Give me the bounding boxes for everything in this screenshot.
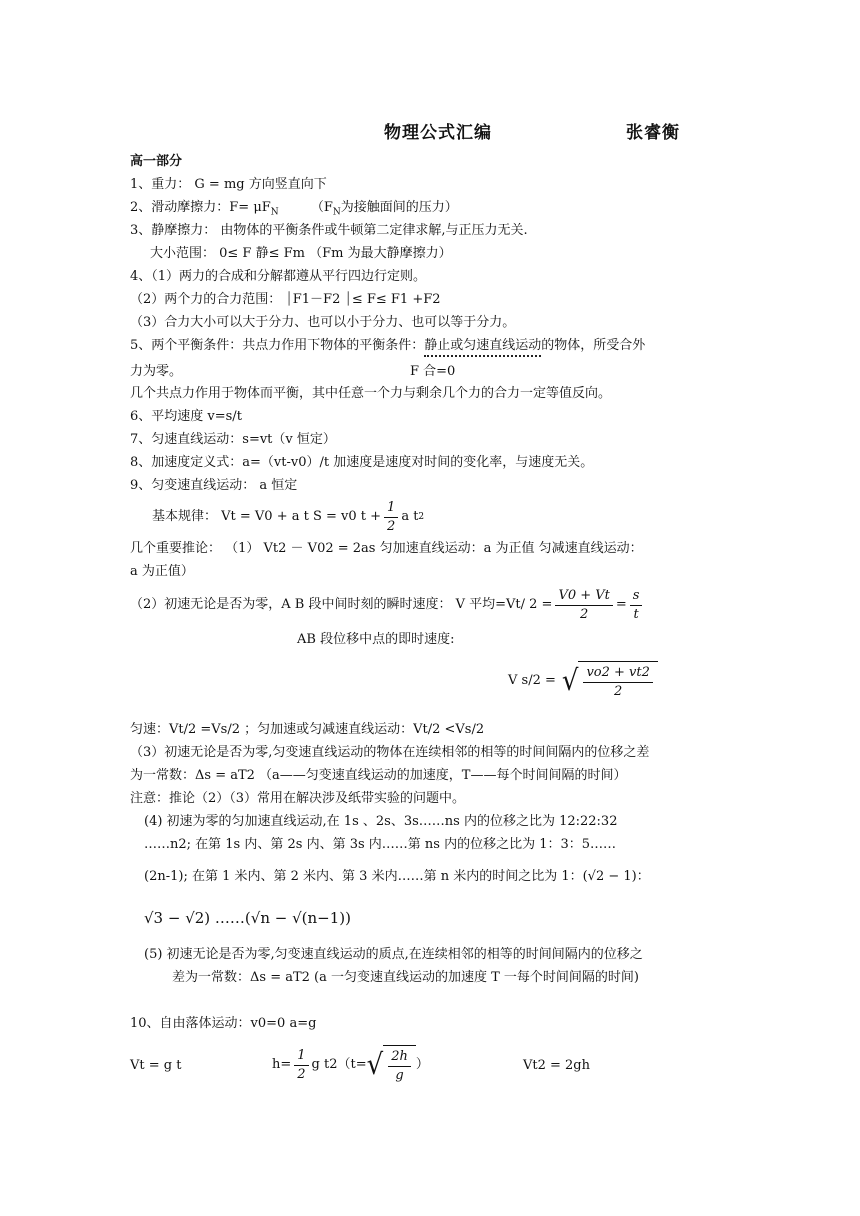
basic-laws-text: 基本规律： Vt = V0 + a t S = v0 t +	[152, 509, 382, 524]
line-acceleration: 8、加速度定义式：a=（vt-v0）/t 加速度是速度对时间的变化率，与速度无关。	[130, 455, 594, 470]
line-zero-force: 力为零。	[130, 364, 183, 379]
fraction-v0-vt: $\frac{V0 + Vt}{2}$	[555, 587, 612, 624]
line-mid-position-formula	[508, 656, 658, 706]
mid-time-text: （2）初速无论是否为零，A B 段中间时刻的瞬时速度： V 平均=Vt/ 2 =	[130, 597, 553, 612]
free-fall-velocity: Vt = g t	[130, 1058, 182, 1073]
line-static-range: 大小范围： 0≤ F 静≤ Fm （Fm 为最大静摩擦力）	[150, 246, 452, 261]
line-force-composition: 4、（1）两力的合成和分解都遵从平行四边行定则。	[130, 269, 427, 284]
height-formula: g t2（t=	[311, 1057, 367, 1072]
net-force-zero: F 合=0	[410, 364, 456, 379]
line-free-fall: 10、自由落体运动：v0=0 a=g	[130, 1016, 317, 1031]
document-title: 物理公式汇编	[384, 123, 492, 143]
section-heading: 高一部分	[130, 154, 183, 169]
line-concurrent-forces: 几个共点力作用于物体而平衡，其中任意一个力与剩余几个力的合力一定等值反向。	[130, 386, 612, 401]
radical-icon-2: √	[366, 1048, 384, 1082]
line-average-velocity: 6、平均速度 v=s/t	[130, 409, 242, 424]
line-sliding-friction	[130, 200, 458, 221]
friction-formula: 2、滑动摩擦力：F= μF	[130, 200, 271, 215]
height-label: h=	[272, 1057, 292, 1072]
free-fall-height	[272, 1040, 429, 1090]
line-gravity: 1、重力： G = mg 方向竖直向下	[130, 177, 327, 192]
line-mid-position: AB 段位移中点的即时速度:	[297, 632, 455, 647]
friction-sub: N	[270, 207, 279, 218]
document-author: 张睿衡	[626, 123, 680, 143]
line-ratio-2: ……n2; 在第 1s 内、第 2s 内、第 3s 内……第 ns 内的位移之比为 1：3：5……	[144, 837, 617, 852]
fraction-2h-g: $\frac{2h}{g}$	[388, 1048, 411, 1085]
fraction-half-2: $\frac{1}{2}$	[294, 1047, 308, 1084]
equilibrium-text-end: 的物体，所受合外	[541, 338, 646, 353]
line-equilibrium	[130, 338, 645, 354]
line-constant-diff-5: (5) 初速无论是否为零,匀变速直线运动的质点,在连续相邻的相等的时间间隔内的位移之	[144, 947, 643, 962]
vs2-label: V s/2 =	[508, 673, 556, 688]
friction-note-sub: N	[332, 207, 341, 218]
line-basic-laws: 基本规律： Vt = V0 + a t S = v0 t + $\frac{1}{2}$ a t 2	[152, 499, 425, 534]
equals-sign: =	[615, 597, 627, 612]
line-ratio-4: √3 − √2) ……(√n − √(n−1))	[144, 909, 351, 927]
line-corollaries-cont: a 为正值）	[130, 564, 194, 579]
sqrt-expression	[562, 661, 658, 701]
fraction-half: $\frac{1}{2}$	[384, 499, 398, 536]
line-uniform-compare: 匀速：Vt/2 =Vs/2 ；匀加速或匀减速直线运动：Vt/2 <Vs/2	[130, 722, 485, 737]
line-uniform-accel: 9、匀变速直线运动： a 恒定	[130, 478, 298, 493]
friction-note: 为接触面间的压力）	[340, 200, 458, 215]
height-close: ）	[415, 1057, 429, 1072]
line-static-friction: 3、静摩擦力： 由物体的平衡条件或牛顿第二定律求解,与正压力无关.	[130, 223, 528, 238]
line-resultant-size: （3）合力大小可以大于分力、也可以小于分力、也可以等于分力。	[130, 315, 516, 330]
radical-icon: √	[561, 664, 579, 698]
friction-note-open: （F	[310, 200, 333, 215]
fraction-s-t: $\frac{s}{t}$	[630, 587, 643, 624]
line-constant-diff-cont: 为一常数：Δs = aT2 （a——匀变速直线运动的加速度，T——每个时间间隔的时间）	[130, 768, 627, 783]
equilibrium-emphasis: 静止或匀速直线运动	[424, 338, 541, 357]
basic-laws-at2: a t	[401, 509, 419, 524]
equilibrium-text: 5、两个平衡条件：共点力作用下物体的平衡条件：	[130, 338, 425, 353]
line-constant-diff-5-cont: 差为一常数：Δs = aT2 (a 一匀变速直线运动的加速度 T 一每个时间间隔的时间)	[172, 970, 640, 985]
line-ratio-3: (2n-1); 在第 1 米内、第 2 米内、第 3 米内……第 n 米内的时间之比为 1：(√2 − 1)：	[144, 869, 650, 884]
free-fall-v2: Vt2 = 2gh	[523, 1058, 591, 1073]
line-resultant-range: （2）两个力的合力范围： ⏐F1－F2 ⏐≤ F≤ F1 +F2	[130, 292, 441, 307]
line-uniform-motion: 7、匀速直线运动：s=vt（v 恒定）	[130, 432, 336, 447]
line-mid-time-velocity	[130, 583, 645, 627]
fraction-sqrt: $\frac{vo2 + vt2}{2}$	[583, 664, 652, 701]
sqrt-2h-g	[367, 1045, 416, 1085]
line-ratio-1: (4) 初速为零的匀加速直线运动,在 1s 、2s、3s……ns 内的位移之比为 12:22:32	[144, 814, 618, 829]
line-corollaries: 几个重要推论： （1） Vt2 － V02 = 2as 匀加速直线运动：a 为正值 匀减速直线运动：	[130, 541, 643, 556]
line-constant-diff: （3）初速无论是否为零,匀变速直线运动的物体在连续相邻的相等的时间间隔内的位移之差	[130, 745, 650, 760]
line-note: 注意：推论（2）（3）常用在解决涉及纸带实验的问题中。	[130, 791, 466, 806]
